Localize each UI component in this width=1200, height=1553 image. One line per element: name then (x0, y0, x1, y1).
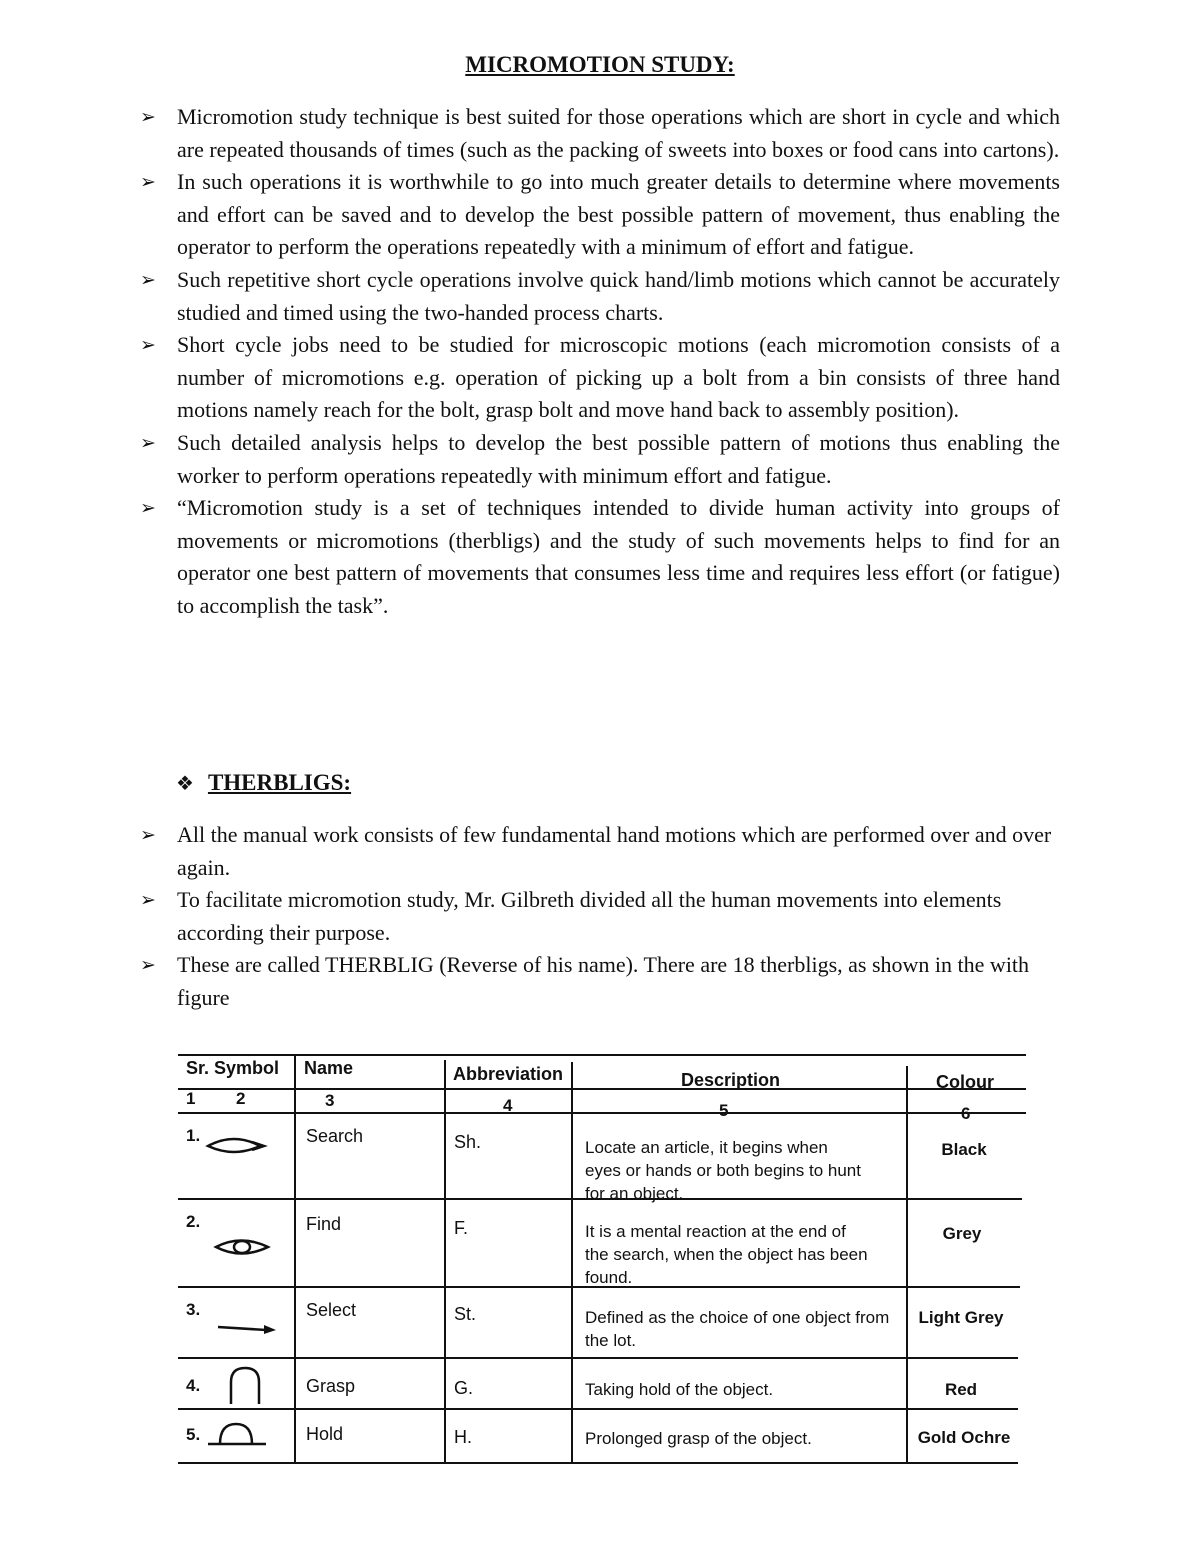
list-item: ➢ Short cycle jobs need to be studied for microscopic motions (each micromotion consists of a number of micromotions e.g. operation of picking up a bolt from a bin consists of three hand motions namely reach for the bolt, grasp bolt and move hand back to assembly position). (140, 329, 1060, 427)
header-colour: Colour (936, 1072, 994, 1092)
row-abbreviation: G. (454, 1378, 474, 1398)
eye-search-icon (206, 1134, 266, 1158)
table-rule (571, 1062, 573, 1462)
table-rule (178, 1357, 1018, 1359)
arrow-bullet-icon: ➢ (140, 497, 156, 520)
row-sr: 4. (186, 1376, 201, 1395)
arrow-bullet-icon: ➢ (140, 334, 156, 357)
row-abbreviation: F. (454, 1218, 469, 1238)
arrow-select-icon (216, 1320, 278, 1336)
row-description: Taking hold of the object. (585, 1380, 774, 1399)
therbligs-table (178, 1054, 1026, 1466)
row-sr: 1. (186, 1126, 201, 1145)
row-colour: Gold Ochre (917, 1428, 1011, 1447)
table-rule (178, 1054, 1026, 1056)
row-description: It is a mental reaction at the end of the search, when the object has been found. (585, 1222, 868, 1287)
row-name: Select (306, 1300, 357, 1320)
row-colour: Light Grey (918, 1308, 1004, 1327)
header-description: Description (681, 1070, 781, 1090)
row-name: Hold (306, 1424, 344, 1444)
intro-bullet-list (140, 101, 1060, 623)
table-rule (294, 1054, 296, 1462)
row-abbreviation: H. (454, 1427, 472, 1447)
therbligs-heading: ❖ THERBLIGS: (176, 770, 352, 795)
col-number-description: 5 (719, 1101, 729, 1120)
row-description: Defined as the choice of one object from the lot. (585, 1308, 890, 1350)
table-rule (906, 1066, 908, 1462)
list-item: ➢ Such repetitive short cycle operations involve quick hand/limb motions which cannot be accurately studied and timed using the two-handed process charts. (140, 264, 1060, 329)
therbligs-bullet-list (140, 819, 1060, 1015)
table-rule (178, 1088, 1026, 1090)
list-item: ➢ Such detailed analysis helps to develop the best possible pattern of motions thus enabling the worker to perform operations repeatedly with minimum effort and fatigue. (140, 427, 1060, 492)
list-item: ➢ In such operations it is worthwhile to go into much greater details to determine where movements and effort can be saved and to develop the best possible pattern of movement, thus enabling the operator to perform the operations repeatedly with a minimum of effort and fatigue. (140, 166, 1060, 264)
row-colour: Red (944, 1380, 978, 1399)
row-name: Find (306, 1214, 342, 1234)
table-rule (178, 1462, 1018, 1464)
table-rule (178, 1112, 1026, 1114)
row-colour: Grey (942, 1224, 982, 1243)
row-sr: 3. (186, 1300, 201, 1319)
list-item: ➢ Micromotion study technique is best suited for those operations which are short in cycle and which are repeated thousands of times (such as the packing of sweets into boxes or food cans into cartons). (140, 101, 1060, 166)
row-description: Prolonged grasp of the object. (585, 1429, 812, 1448)
list-item: ➢ To facilitate micromotion study, Mr. Gilbreth divided all the human movements into elements according their purpose. (140, 884, 1060, 949)
col-number-abbreviation: 4 (503, 1096, 513, 1115)
header-sr-symbol: Sr. Symbol (186, 1058, 280, 1078)
row-colour: Black (941, 1140, 987, 1159)
grasp-arch-icon (228, 1366, 262, 1406)
row-description: Locate an article, it begins when eyes or hands or both begins to hunt for an object. (585, 1138, 861, 1203)
col-number-colour: 6 (961, 1104, 971, 1123)
table-rule (178, 1408, 1018, 1410)
header-abbreviation: Abbreviation (453, 1064, 564, 1084)
row-name: Grasp (306, 1376, 356, 1396)
col-number-symbol: 2 (236, 1089, 246, 1108)
header-name: Name (304, 1058, 354, 1078)
row-abbreviation: Sh. (454, 1132, 482, 1152)
arrow-bullet-icon: ➢ (140, 171, 156, 194)
col-number-sr: 1 (186, 1089, 196, 1108)
page-title: MICROMOTION STUDY: (465, 52, 735, 77)
diamond-bullet-icon: ❖ (176, 771, 194, 795)
list-item: ➢ These are called THERBLIG (Reverse of his name). There are 18 therbligs, as shown in the with figure (140, 949, 1060, 1014)
eye-find-icon (214, 1236, 272, 1258)
row-name: Search (306, 1126, 364, 1146)
list-item: ➢ “Micromotion study is a set of techniques intended to divide human activity into groups of movements or micromotions (therbligs) and the study of such movements helps to find for an operator one best pattern of movements that consumes less time and requires less effort (or fatigue) to accomplish the task”. (140, 492, 1060, 622)
row-sr: 5. (186, 1425, 201, 1444)
arrow-bullet-icon: ➢ (140, 106, 156, 128)
hold-dome-icon (206, 1420, 268, 1448)
row-abbreviation: St. (454, 1304, 477, 1324)
list-item: ➢ All the manual work consists of few fundamental hand motions which are performed over and over again. (140, 819, 1060, 884)
arrow-bullet-icon: ➢ (140, 431, 156, 454)
row-sr: 2. (186, 1212, 201, 1231)
arrow-bullet-icon: ➢ (140, 889, 156, 912)
arrow-bullet-icon: ➢ (140, 954, 156, 977)
table-rule (444, 1060, 446, 1462)
arrow-bullet-icon: ➢ (140, 824, 156, 846)
col-number-name: 3 (325, 1091, 335, 1110)
arrow-bullet-icon: ➢ (140, 268, 156, 291)
